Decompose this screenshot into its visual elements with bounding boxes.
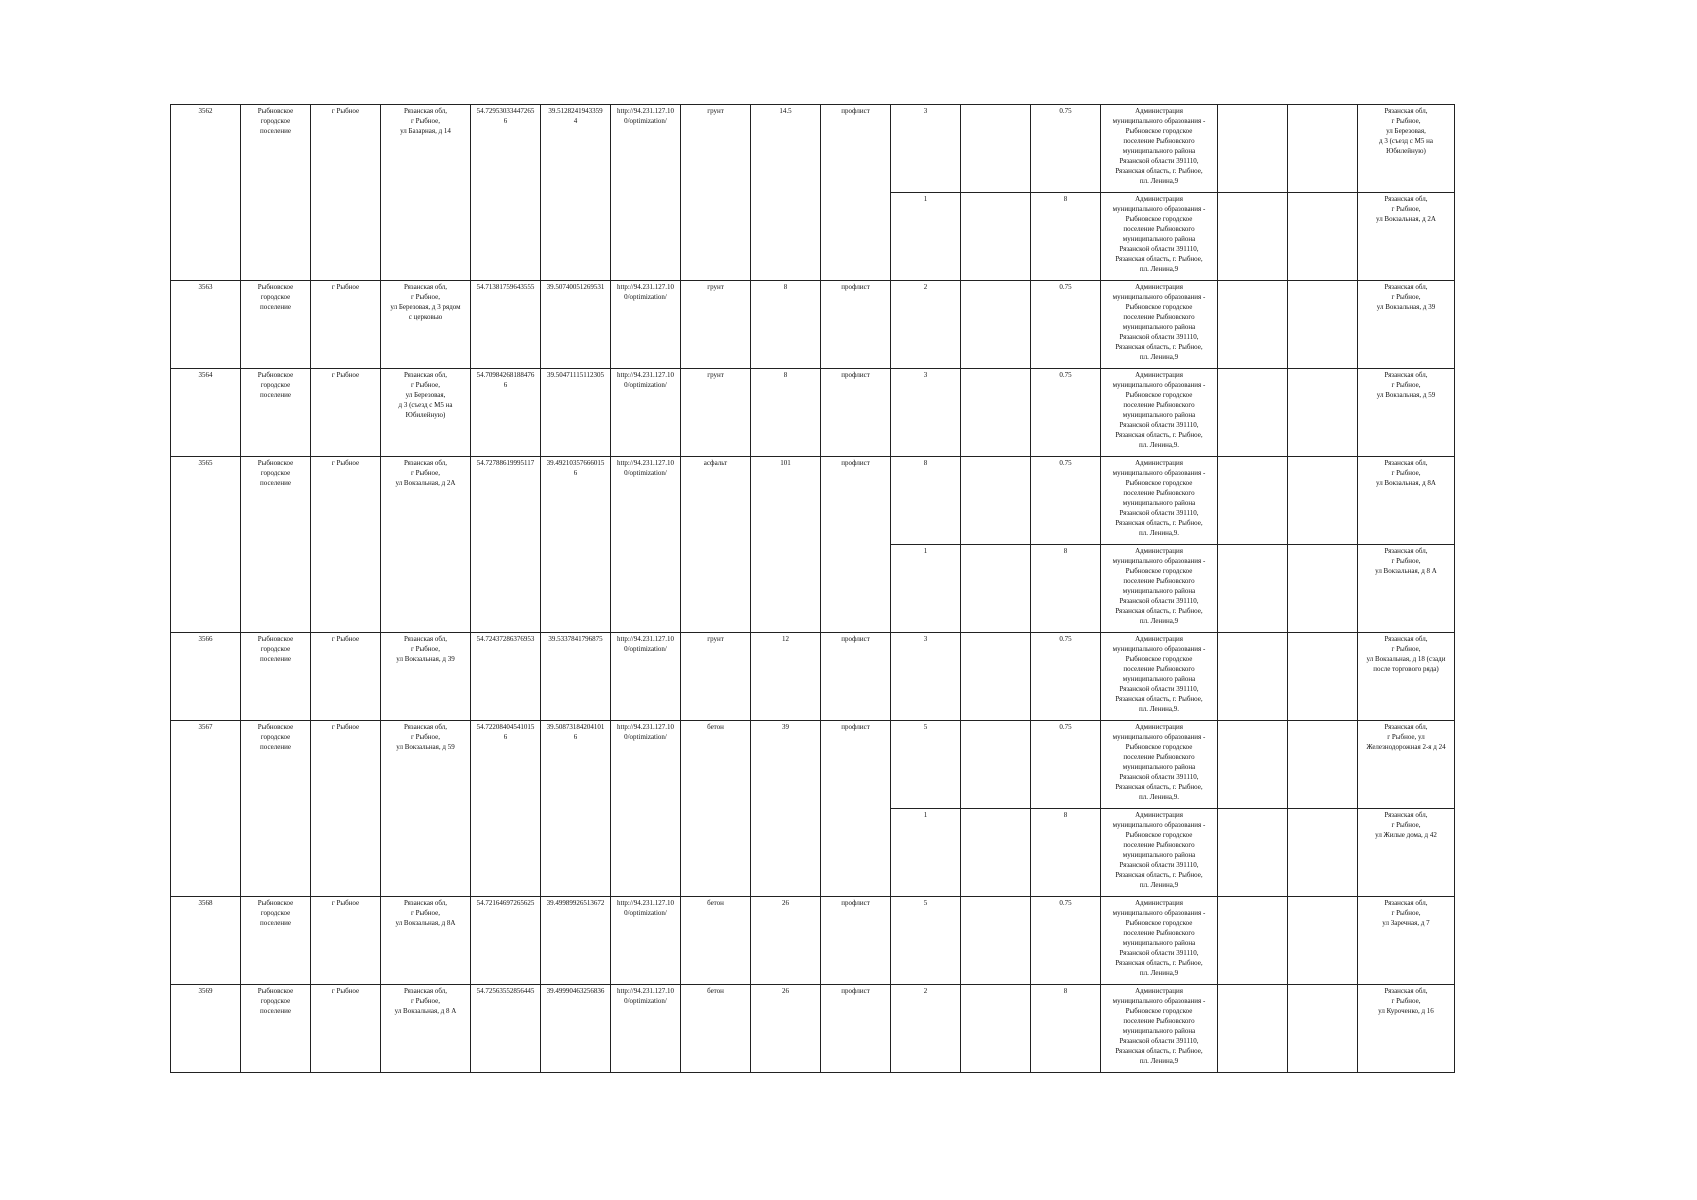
table-row [171, 281, 1455, 369]
address-cell: Рязанская обл, г Рыбное, ул Вокзальная, д 8 А [381, 985, 471, 1073]
fence-cell: профлист [821, 721, 891, 897]
served-address-cell: Рязанская обл, г Рыбное, ул Заречная, д 7 [1358, 897, 1455, 985]
served-address-cell: Рязанская обл, г Рыбное, ул Вокзальная, д 39 [1358, 281, 1455, 369]
container-count-cell: 3 [891, 369, 961, 457]
empty-cell [961, 369, 1031, 457]
latitude-cell: 54.71381759643555 [471, 281, 541, 369]
fence-cell: профлист [821, 281, 891, 369]
area-cell: 101 [751, 457, 821, 633]
owner-cell: Администрация муниципального образования - Рыбновское городское поселение Рыбновского муниципального района Рязанской области 391110, Рязанская область, г. Рыбное, пл. Ленина,9. [1101, 633, 1218, 721]
container-count-cell: 2 [891, 281, 961, 369]
area-cell: 8 [751, 281, 821, 369]
empty-cell [961, 985, 1031, 1073]
longitude-cell: 39.49989926513672 [541, 897, 611, 985]
served-address-cell: Рязанская обл, г Рыбное, ул Куроченко, д 16 [1358, 985, 1455, 1073]
empty-cell [1288, 721, 1358, 809]
owner-cell: Администрация муниципального образования - Рыбновское городское поселение Рыбновского муниципального района Рязанской области 391110, Рязанская область, г. Рыбное, пл. Ленина,9 [1101, 897, 1218, 985]
area-cell: 12 [751, 633, 821, 721]
url-cell: http://94.231.127.10 0/optimization/ [611, 369, 681, 457]
record-number-cell: 3564 [171, 369, 241, 457]
address-cell: Рязанская обл, г Рыбное, ул Вокзальная, д 39 [381, 633, 471, 721]
served-address-cell: Рязанская обл, г Рыбное, ул Березовая, д 3 (съезд с М5 на Юбилейную) [1358, 105, 1455, 193]
address-cell: Рязанская обл, г Рыбное, ул Березовая, д 3 (съезд с М5 на Юбилейную) [381, 369, 471, 457]
longitude-cell: 39.5337841796875 [541, 633, 611, 721]
record-number-cell: 3565 [171, 457, 241, 633]
owner-cell: Администрация муниципального образования - Рыбновское городское поселение Рыбновского муниципального района Рязанской области 391110, Рязанская область, г. Рыбное, пл. Ленина,9. [1101, 457, 1218, 545]
surface-cell: бетон [681, 897, 751, 985]
container-volume-cell: 0.75 [1031, 105, 1101, 193]
settlement-cell: Рыбновское городское поселение [241, 633, 311, 721]
address-cell: Рязанская обл, г Рыбное, ул Вокзальная, д 8А [381, 897, 471, 985]
container-volume-cell: 0.75 [1031, 897, 1101, 985]
empty-cell [1218, 193, 1288, 281]
document-page [170, 104, 1455, 1073]
container-volume-cell: 0.75 [1031, 281, 1101, 369]
record-number-cell: 3569 [171, 985, 241, 1073]
latitude-cell: 54.72208404541015 6 [471, 721, 541, 897]
served-address-cell: Рязанская обл, г Рыбное, ул Вокзальная, д 2А [1358, 193, 1455, 281]
longitude-cell: 39.49210357666015 6 [541, 457, 611, 633]
longitude-cell: 39.50471115112305 [541, 369, 611, 457]
surface-cell: грунт [681, 281, 751, 369]
table-row [171, 721, 1455, 809]
container-volume-cell: 8 [1031, 193, 1101, 281]
container-volume-cell: 0.75 [1031, 721, 1101, 809]
fence-cell: профлист [821, 633, 891, 721]
empty-cell [961, 457, 1031, 545]
empty-cell [1288, 369, 1358, 457]
container-count-cell: 3 [891, 633, 961, 721]
area-cell: 8 [751, 369, 821, 457]
locality-cell: г Рыбное [311, 633, 381, 721]
settlement-cell: Рыбновское городское поселение [241, 985, 311, 1073]
served-address-cell: Рязанская обл, г Рыбное, ул Вокзальная, д 8 А [1358, 545, 1455, 633]
fence-cell: профлист [821, 897, 891, 985]
container-count-cell: 3 [891, 105, 961, 193]
address-cell: Рязанская обл, г Рыбное, ул Базарная, д 14 [381, 105, 471, 281]
longitude-cell: 39.50873184204101 6 [541, 721, 611, 897]
latitude-cell: 54.72953033447265 6 [471, 105, 541, 281]
empty-cell [1218, 457, 1288, 545]
empty-cell [1218, 545, 1288, 633]
settlement-cell: Рыбновское городское поселение [241, 369, 311, 457]
url-cell: http://94.231.127.10 0/optimization/ [611, 457, 681, 633]
table-row [171, 105, 1455, 193]
table-row [171, 457, 1455, 545]
empty-cell [961, 897, 1031, 985]
fence-cell: профлист [821, 457, 891, 633]
record-number-cell: 3568 [171, 897, 241, 985]
container-count-cell: 2 [891, 985, 961, 1073]
empty-cell [961, 721, 1031, 809]
empty-cell [1218, 633, 1288, 721]
fence-cell: профлист [821, 105, 891, 281]
container-count-cell: 1 [891, 193, 961, 281]
empty-cell [961, 281, 1031, 369]
empty-cell [1288, 193, 1358, 281]
url-cell: http://94.231.127.10 0/optimization/ [611, 985, 681, 1073]
surface-cell: грунт [681, 633, 751, 721]
table-row [171, 897, 1455, 985]
empty-cell [1288, 281, 1358, 369]
record-number-cell: 3567 [171, 721, 241, 897]
owner-cell: Администрация муниципального образования - Рыбновское городское поселение Рыбновского муниципального района Рязанской области 391110, Рязанская область, г. Рыбное, пл. Ленина,9 [1101, 809, 1218, 897]
fence-cell: профлист [821, 985, 891, 1073]
served-address-cell: Рязанская обл, г Рыбное, ул Вокзальная, д 18 (сзади после торгового ряда) [1358, 633, 1455, 721]
empty-cell [1218, 281, 1288, 369]
area-cell: 39 [751, 721, 821, 897]
url-cell: http://94.231.127.10 0/optimization/ [611, 281, 681, 369]
area-cell: 14.5 [751, 105, 821, 281]
owner-cell: Администрация муниципального образования - Рыбновское городское поселение Рыбновского муниципального района Рязанской области 391110, Рязанская область, г. Рыбное, пл. Ленина,9. [1101, 721, 1218, 809]
empty-cell [961, 809, 1031, 897]
empty-cell [1288, 633, 1358, 721]
empty-cell [1288, 809, 1358, 897]
container-volume-cell: 8 [1031, 809, 1101, 897]
owner-cell: Администрация муниципального образования - Рыбновское городское поселение Рыбновского муниципального района Рязанской области 391110, Рязанская область, г. Рыбное, пл. Ленина,9 [1101, 545, 1218, 633]
record-number-cell: 3562 [171, 105, 241, 281]
settlement-cell: Рыбновское городское поселение [241, 457, 311, 633]
container-volume-cell: 0.75 [1031, 369, 1101, 457]
area-cell: 26 [751, 897, 821, 985]
empty-cell [1288, 545, 1358, 633]
settlement-cell: Рыбновское городское поселение [241, 897, 311, 985]
record-number-cell: 3563 [171, 281, 241, 369]
latitude-cell: 54.72788619995117 [471, 457, 541, 633]
empty-cell [1218, 897, 1288, 985]
address-cell: Рязанская обл, г Рыбное, ул Вокзальная, д 59 [381, 721, 471, 897]
container-volume-cell: 0.75 [1031, 457, 1101, 545]
url-cell: http://94.231.127.10 0/optimization/ [611, 897, 681, 985]
empty-cell [1218, 721, 1288, 809]
empty-cell [1288, 985, 1358, 1073]
owner-cell: Администрация муниципального образования - Рыбновское городское поселение Рыбновского муниципального района Рязанской области 391110, Рязанская область, г. Рыбное, пл. Ленина,9 [1101, 985, 1218, 1073]
served-address-cell: Рязанская обл, г Рыбное, ул Жилые дома, д 42 [1358, 809, 1455, 897]
container-count-cell: 5 [891, 897, 961, 985]
record-number-cell: 3566 [171, 633, 241, 721]
registry-table [170, 104, 1455, 1073]
table-row [171, 369, 1455, 457]
container-count-cell: 5 [891, 721, 961, 809]
longitude-cell: 39.50740051269531 [541, 281, 611, 369]
empty-cell [1288, 457, 1358, 545]
table-row [171, 985, 1455, 1073]
locality-cell: г Рыбное [311, 721, 381, 897]
empty-cell [1218, 105, 1288, 193]
empty-cell [961, 193, 1031, 281]
url-cell: http://94.231.127.10 0/optimization/ [611, 633, 681, 721]
owner-cell: Администрация муниципального образования - Рыбновское городское поселение Рыбновского муниципального района Рязанской области 391110, Рязанская область, г. Рыбное, пл. Ленина,9 [1101, 105, 1218, 193]
url-cell: http://94.231.127.10 0/optimization/ [611, 721, 681, 897]
surface-cell: грунт [681, 369, 751, 457]
locality-cell: г Рыбное [311, 985, 381, 1073]
container-volume-cell: 8 [1031, 985, 1101, 1073]
locality-cell: г Рыбное [311, 457, 381, 633]
empty-cell [1288, 105, 1358, 193]
locality-cell: г Рыбное [311, 105, 381, 281]
container-volume-cell: 8 [1031, 545, 1101, 633]
longitude-cell: 39.49990463256836 [541, 985, 611, 1073]
served-address-cell: Рязанская обл, г Рыбное, ул Вокзальная, д 8А [1358, 457, 1455, 545]
url-cell: http://94.231.127.10 0/optimization/ [611, 105, 681, 281]
served-address-cell: Рязанская обл, г Рыбное, ул Железнодорожная 2-я д 24 [1358, 721, 1455, 809]
surface-cell: бетон [681, 985, 751, 1073]
owner-cell: Администрация муниципального образования - Рыбновское городское поселение Рыбновского муниципального района Рязанской области 391110, Рязанская область, г. Рыбное, пл. Ленина,9 [1101, 193, 1218, 281]
longitude-cell: 39.5128241943359 4 [541, 105, 611, 281]
address-cell: Рязанская обл, г Рыбное, ул Березовая, д 3 рядом с церковью [381, 281, 471, 369]
locality-cell: г Рыбное [311, 369, 381, 457]
table-row [171, 633, 1455, 721]
address-cell: Рязанская обл, г Рыбное, ул Вокзальная, д 2А [381, 457, 471, 633]
area-cell: 26 [751, 985, 821, 1073]
locality-cell: г Рыбное [311, 281, 381, 369]
latitude-cell: 54.72164697265625 [471, 897, 541, 985]
locality-cell: г Рыбное [311, 897, 381, 985]
latitude-cell: 54.72437286376953 [471, 633, 541, 721]
empty-cell [1288, 897, 1358, 985]
surface-cell: асфальт [681, 457, 751, 633]
container-volume-cell: 0.75 [1031, 633, 1101, 721]
served-address-cell: Рязанская обл, г Рыбное, ул Вокзальная, д 59 [1358, 369, 1455, 457]
empty-cell [1218, 985, 1288, 1073]
empty-cell [961, 545, 1031, 633]
owner-cell: Администрация муниципального образования - Рыбновское городское поселение Рыбновского муниципального района Рязанской области 391110, Рязанская область, г. Рыбное, пл. Ленина,9. [1101, 369, 1218, 457]
settlement-cell: Рыбновское городское поселение [241, 721, 311, 897]
empty-cell [1218, 809, 1288, 897]
settlement-cell: Рыбновское городское поселение [241, 105, 311, 281]
container-count-cell: 1 [891, 809, 961, 897]
surface-cell: грунт [681, 105, 751, 281]
settlement-cell: Рыбновское городское поселение [241, 281, 311, 369]
empty-cell [1218, 369, 1288, 457]
empty-cell [961, 105, 1031, 193]
surface-cell: бетон [681, 721, 751, 897]
latitude-cell: 54.70984268188476 6 [471, 369, 541, 457]
container-count-cell: 1 [891, 545, 961, 633]
container-count-cell: 8 [891, 457, 961, 545]
fence-cell: профлист [821, 369, 891, 457]
owner-cell: Администрация муниципального образования - Рыбновское городское поселение Рыбновского муниципального района Рязанской области 391110, Рязанская область, г. Рыбное, пл. Ленина,9 [1101, 281, 1218, 369]
empty-cell [961, 633, 1031, 721]
latitude-cell: 54.72563552856445 [471, 985, 541, 1073]
